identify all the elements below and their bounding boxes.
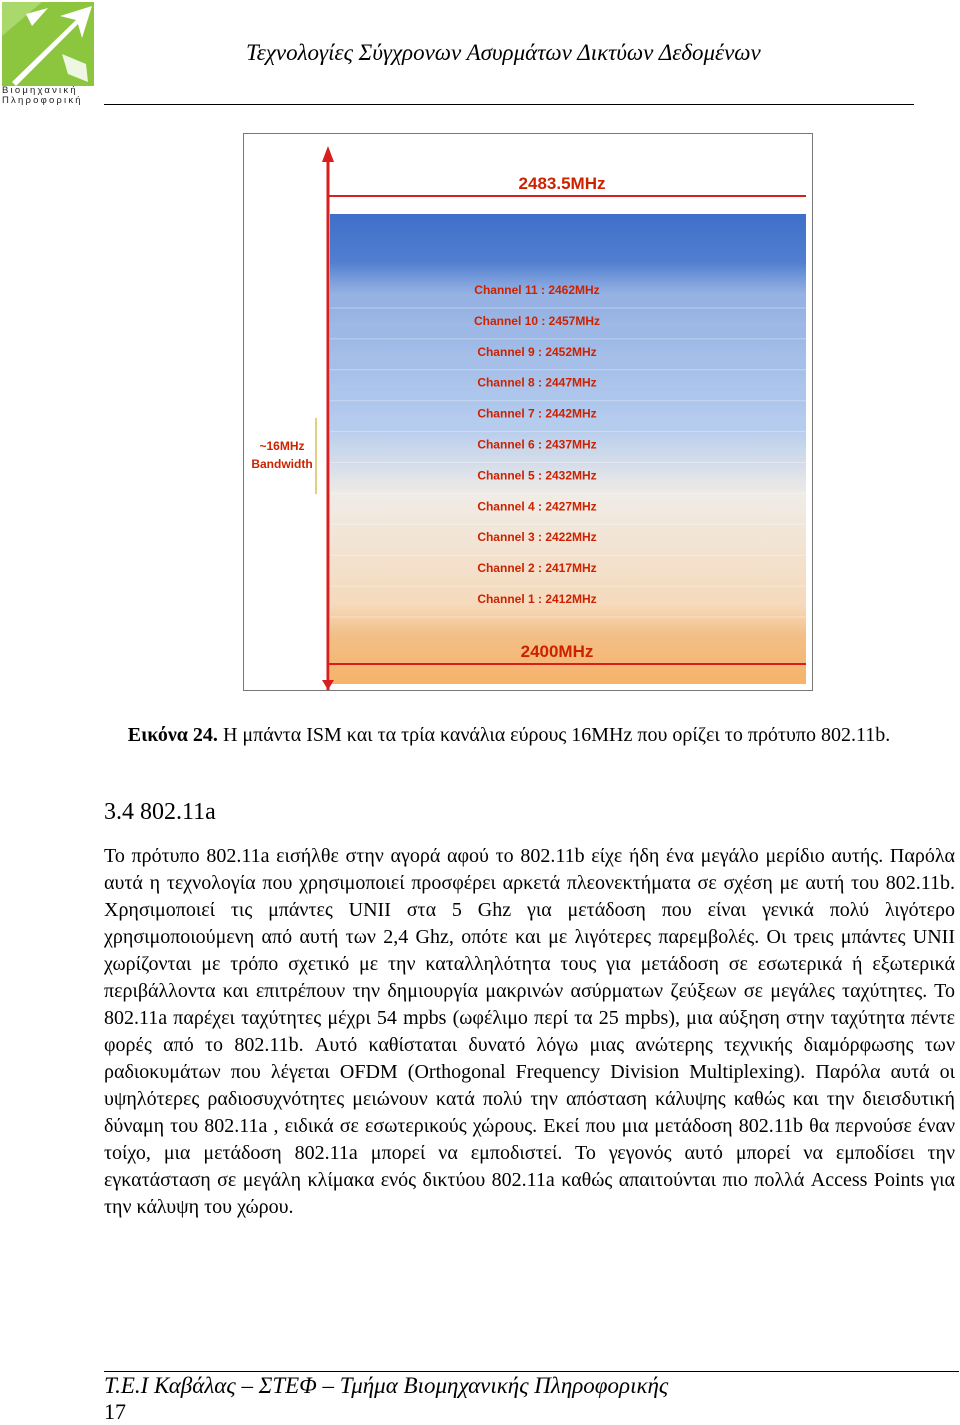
- caption-text: Η μπάντα ISM και τα τρία κανάλια εύρους 16MHz που ορίζει το πρότυπο 802.11b.: [222, 724, 891, 746]
- ism-band-diagram: [244, 134, 812, 690]
- header-title: Τεχνολογίες Σύγχρονων Ασυρμάτων Δικτύων Δεδομένων: [246, 40, 761, 65]
- channel-label: Channel 2 : 2417MHz: [477, 561, 597, 576]
- bottom-frequency-label: 2400MHz: [520, 642, 594, 661]
- channel-label: Channel 6 : 2437MHz: [477, 437, 597, 452]
- footer-text: Τ.Ε.Ι Καβάλας – ΣΤΕΦ – Τμήμα Βιομηχανικής Πληροφορικής: [104, 1373, 669, 1398]
- channel-label: Channel 11 : 2462MHz: [474, 283, 600, 297]
- channel-label: Channel 7 : 2442MHz: [477, 406, 597, 421]
- section-heading: 3.4 802.11a: [104, 799, 216, 825]
- channel-label: Channel 5 : 2432MHz: [477, 468, 597, 483]
- header-divider: [104, 104, 914, 105]
- channel-label: Channel 10 : 2457MHz: [473, 313, 601, 328]
- channel-label: Channel 9 : 2452MHz: [477, 344, 597, 359]
- top-frequency-label: 2483.5MHz: [518, 174, 606, 193]
- ism-band-figure: [243, 133, 813, 691]
- frequency-axis-arrow-down: [322, 680, 334, 690]
- bandwidth-label-line2: Bandwidth: [251, 457, 313, 471]
- caption-label: Εικόνα 24.: [127, 724, 218, 746]
- figure-caption: [104, 721, 914, 750]
- channel-label: Channel 1 : 2412MHz: [477, 592, 597, 606]
- channel-label: Channel 4 : 2427MHz: [477, 499, 597, 514]
- body-paragraph: Το πρότυπο 802.11a εισήλθε στην αγορά αφού το 802.11b είχε ήδη ένα μεγάλο μερίδιο αυτής. Παρόλα αυτά η τεχνολογία που χρησιμοποιεί προσφέρει αρκετά πλεονεκτήματα σε σχέση με αυτή του 802.11b. Χρησιμοποιεί τις μπάντες UNII στα 5 Ghz για μετάδοση που είναι γενικά πολύ λιγότερο χρησιμοποιούμενη από αυτή των 2,4 Ghz, οπότε και με λιγότερες παρεμβολές. Οι τρεις μπάντες UNII χωρίζονται με τρόπο σχετικό με την καταλληλότητα τους για μετάδοση σε εσωτερικά ή εξωτερικά περιβάλλοντα και επιτρέπουν την δημιουργία μακρινών ασύρματων ζεύξεων σε μεγάλες ταχύτητες. Το 802.11a παρέχει ταχύτητες μέχρι 54 mpbs (ωφέλιμο περί τα 25 mpbs), μια αύξηση στην ταχύτητα πέντε φορές από το 802.11b. Αυτό καθίσταται δυνατό λόγω μιας ανώτερης τεχνικής διαμόρφωσης των ραδιοκυμάτων που λέγεται OFDM (Orthogonal Frequency Division Multiplexing). Παρόλα αυτά οι υψηλότερες ραδιοσυχνότητες μειώνουν κατά πολύ την απόσταση κάλυψης καθώς και την διεισδυτική δύναμη του 802.11a , ειδικά σε εσωτερικούς χώρους. Εκεί που μια μετάδοση 802.11b θα περνούσε έναν τοίχο, μια μετάδοση 802.11a μπορεί να εμποδιστεί. Το γεγονός αυτό μπορεί να εμποδίσει την εγκατάσταση σε μεγάλη κλίμακα ενός δικτύου 802.11a καθώς απαιτούνται πιο πολλά Access Points για την κάλυψη του χώρου.: [104, 845, 955, 1218]
- bandwidth-label-line1: ~16MHz: [259, 439, 305, 453]
- footer-divider: [104, 1371, 959, 1372]
- institution-logo: [2, 2, 94, 106]
- logo-arrow-icon: [2, 2, 94, 90]
- page-number: 17: [104, 1399, 126, 1424]
- channel-label: Channel 3 : 2422MHz: [477, 530, 597, 545]
- channel-label: Channel 8 : 2447MHz: [477, 375, 597, 390]
- logo-text: Βιομηχανική Πληροφορική: [2, 85, 83, 106]
